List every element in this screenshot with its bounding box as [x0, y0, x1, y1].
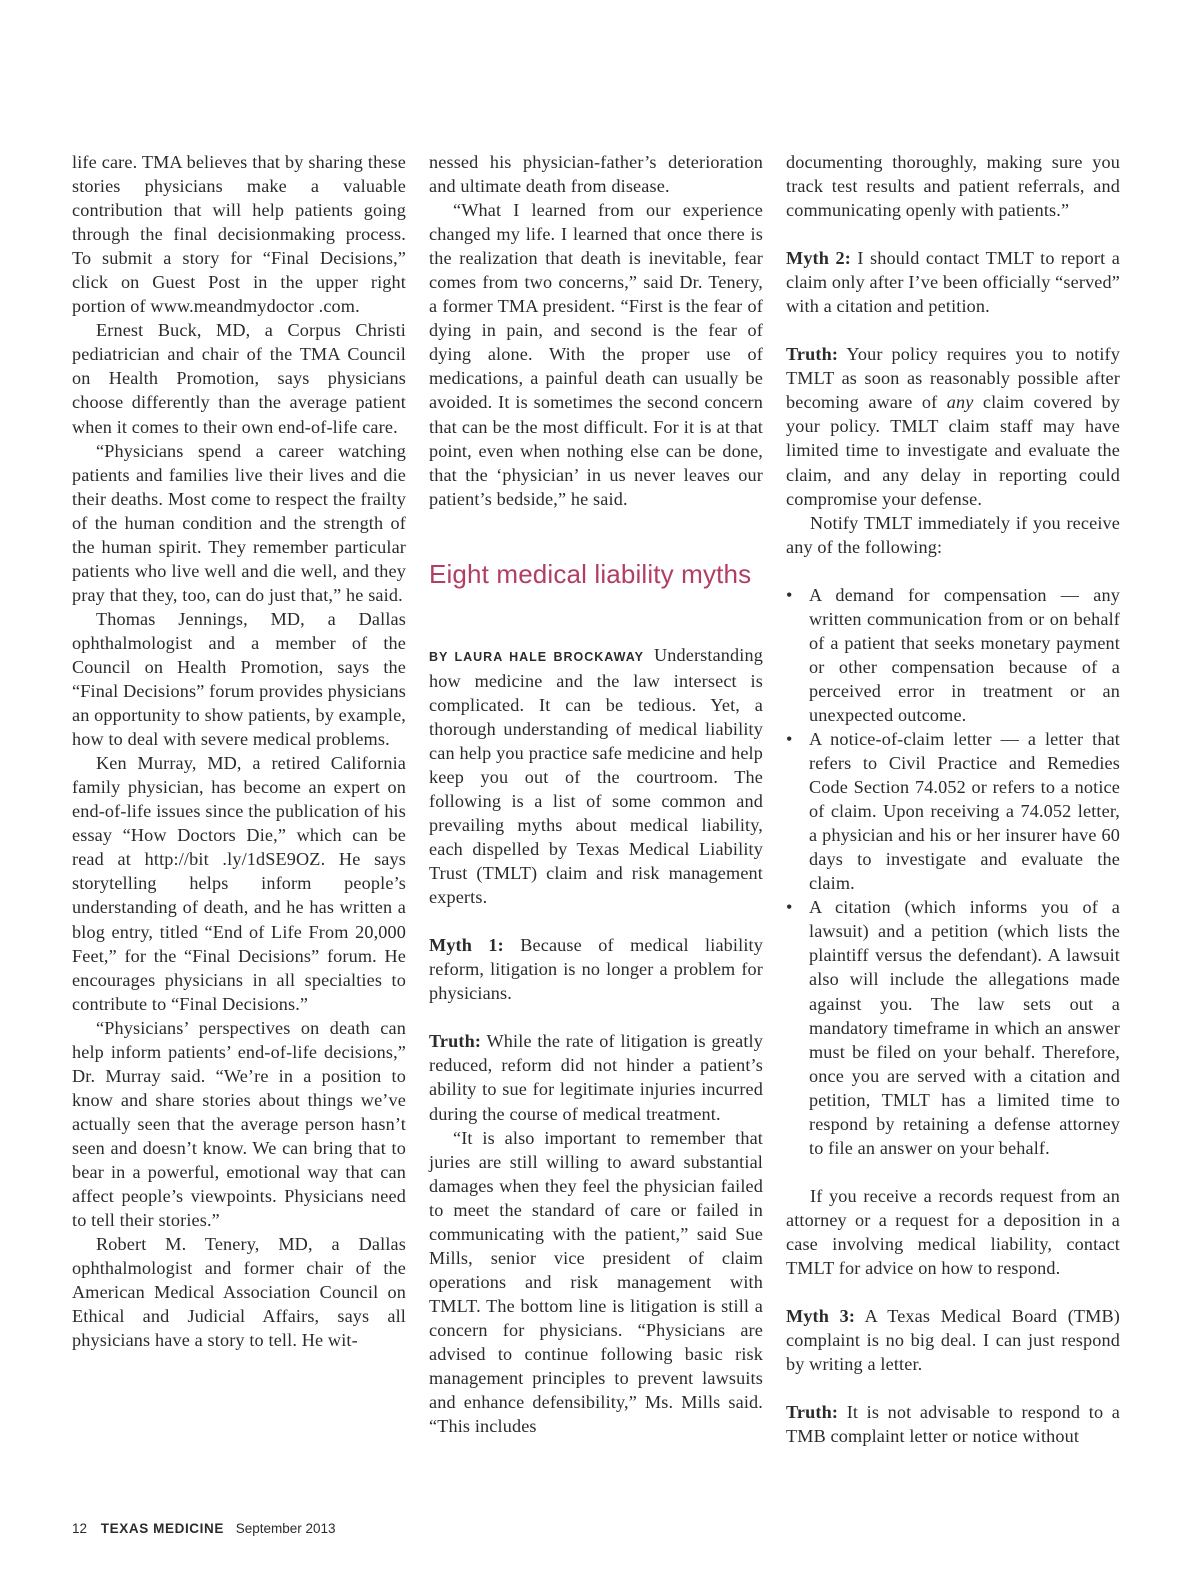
list-item — [786, 895, 1120, 1160]
paragraph: Thomas Jennings, MD, a Dallas ophthalmologist and a member of the Council on Health Promotion, says the “Final Decisions” forum provides physicians an opportunity to show patients, by example, how to deal with severe medical problems. — [72, 608, 406, 750]
paragraph: Notify TMLT immediately if you receive any of the following: — [786, 512, 1120, 557]
bullet-list — [786, 583, 1120, 1160]
intro-text: Understanding how medicine and the law intersect is complicated. It can be tedious. Yet, a thorough understanding of medical liability can help you practice safe medicine and help keep you out of the courtroom. The following is a list of some common and prevailing myths about medical liability, each dispelled by Texas Medical Liability Trust (TMLT) claim and risk management experts. — [429, 644, 763, 908]
paragraph: If you receive a records request from an attorney or a request for a deposition in a case involving medical liability, contact TMLT for advice on how to respond. — [786, 1185, 1120, 1278]
myth-text: Because of medical liability reform, litigation is no longer a problem for physicians. — [429, 935, 763, 1004]
bullet-icon: • — [786, 728, 793, 749]
byline: BY LAURA HALE BROCKAWAY — [429, 649, 644, 664]
myth-label: Myth 1: — [429, 935, 504, 956]
paragraph: “Physicians’ perspectives on death can help inform patients’ end-of-life decisions,” Dr. Murray said. “We’re in a position to know and share stories about things we’ve actually seen that the average person hasn’t seen and doesn’t know. We can bring that to bear in a powerful, emotional way that can affect people’s viewpoints. Physicians need to tell their stories.” — [72, 1017, 406, 1231]
truth-text: It is not advisable to respond to a TMB complaint letter or notice without — [786, 1402, 1120, 1447]
bullet-icon: • — [786, 584, 793, 605]
list-item — [786, 727, 1120, 895]
paragraph: Ken Murray, MD, a retired California family physician, has become an expert on end-of-life issues since the publication of his essay “How Doctors Die,” which can be read at http://bit .ly/1dSE9OZ. He says storytelling helps inform people’s understanding of death, and he has written a blog entry, titled “End of Life From 20,000 Feet,” for the “Final Decisions” forum. He encourages physicians in all specialties to contribute to “Final Decisions.” — [72, 753, 406, 1014]
myth-label: Myth 3: — [786, 1306, 856, 1327]
truth-label: Truth: — [786, 344, 839, 365]
paragraph: “It is also important to remember that juries are still willing to award substantial damages when they feel the physician failed to meet the standard of care or failed in communicating with the patient,” said Sue Mills, senior vice president of claim operations and risk management with TMLT. The bottom line is litigation is still a concern for physicians. “Physicians are advised to continue following basic risk management principles to prevent lawsuits and enhance defensibility,” Ms. Mills said. “This includes — [429, 1127, 763, 1437]
list-item-text: A notice-of-claim letter — a letter that refers to Civil Practice and Remedies Code Section 74.052 or refers to a notice of claim. Upon receiving a 74.052 letter, a physician and his or her insurer have 60 days to investigate and evaluate the claim. — [809, 728, 1120, 894]
paragraph: life care. TMA believes that by sharing these stories physicians make a valuable contribution that will help patients going through the final decisionmaking process. To submit a story for “Final Decisions,” click on Guest Post in the upper right portion of www.meandmydoctor .com. — [72, 152, 406, 317]
myth-2 — [786, 246, 1120, 318]
column-1 — [72, 150, 406, 1352]
truth-2 — [786, 342, 1120, 510]
truth-3 — [786, 1400, 1120, 1448]
list-item-text: A demand for compensation — any written communication from or on behalf of a patient that seeks monetary payment or other compensation because of a perceived error in treatment or an unexpected outcome. — [809, 584, 1120, 725]
paragraph: nessed his physician-father’s deterioration and ultimate death from disease. — [429, 152, 763, 197]
myth-text: I should contact TMLT to report a claim only after I’ve been officially “served” with a citation and petition. — [786, 248, 1121, 317]
myth-label: Myth 2: — [786, 248, 851, 269]
list-item — [786, 583, 1120, 727]
myth-text: A Texas Medical Board (TMB) complaint is no big deal. I can just respond by writing a letter. — [786, 1306, 1120, 1375]
bullet-icon: • — [786, 897, 793, 918]
paragraph: documenting thoroughly, making sure you track test results and patient referrals, and communicating openly with patients.” — [786, 152, 1120, 221]
emphasis: any — [946, 392, 974, 413]
truth-text: claim covered by your policy. TMLT claim staff may have limited time to investigate and evaluate the claim, and any delay in reporting could compromise your defense. — [786, 392, 1120, 509]
truth-label: Truth: — [429, 1031, 482, 1052]
column-2 — [429, 150, 763, 1438]
paragraph: “Physicians spend a career watching patients and families live their lives and die their deaths. Most come to respect the frailty of the human condition and the strength of the human spirit. They remember particular patients who live well and die well, and they pray that they, too, can do just that,” he said. — [72, 440, 406, 605]
myth-3 — [786, 1304, 1120, 1376]
paragraph: “What I learned from our experience changed my life. I learned that once there is the realization that death is inevitable, fear comes from two concerns,” said Dr. Tenery, a former TMA president. “First is the fear of dying in pain, and second is the fear of dying alone. With the proper use of medications, a painful death can usually be avoided. It is sometimes the second concern that can be the most difficult. For it is at that point, even when nothing else can be done, that the ‘physician’ in us never leaves our patient’s bedside,” he said. — [429, 200, 763, 509]
myth-1 — [429, 933, 763, 1005]
truth-label: Truth: — [786, 1402, 839, 1423]
truth-1 — [429, 1029, 763, 1125]
page-number: 12 — [72, 1521, 88, 1536]
paragraph: Ernest Buck, MD, a Corpus Christi pediatrician and chair of the TMA Council on Health Promotion, says physicians choose differently than the average patient when it comes to their own end-of-life care. — [72, 320, 406, 437]
magazine-name: TEXAS MEDICINE — [100, 1521, 224, 1536]
article-heading: Eight medical liability myths — [429, 558, 752, 589]
article-intro — [429, 643, 763, 910]
column-3 — [786, 150, 1120, 1448]
page-footer — [72, 1521, 336, 1536]
paragraph: Robert M. Tenery, MD, a Dallas ophthalmologist and former chair of the American Medical Association Council on Ethical and Judicial Affairs, says all physicians have a story to tell. He wit- — [72, 1234, 406, 1351]
list-item-text: A citation (which informs you of a lawsuit) and a petition (which lists the plaintiff versus the defendant). A lawsuit also will include the allegations made against you. The law sets out a mandatory timeframe in which an answer must be filed on your behalf. Therefore, once you are served with a citation and petition, TMLT has a limited time to respond by retaining a defense attorney to file an answer on your behalf. — [809, 897, 1120, 1158]
truth-text: While the rate of litigation is greatly reduced, reform did not hinder a patient’s ability to sue for legitimate injuries incurred during the course of medical treatment. — [429, 1031, 763, 1124]
truth-text: Your policy requires you to notify TMLT as soon as reasonably possible after becoming aware of — [786, 344, 1120, 413]
issue-date: September 2013 — [235, 1521, 336, 1536]
